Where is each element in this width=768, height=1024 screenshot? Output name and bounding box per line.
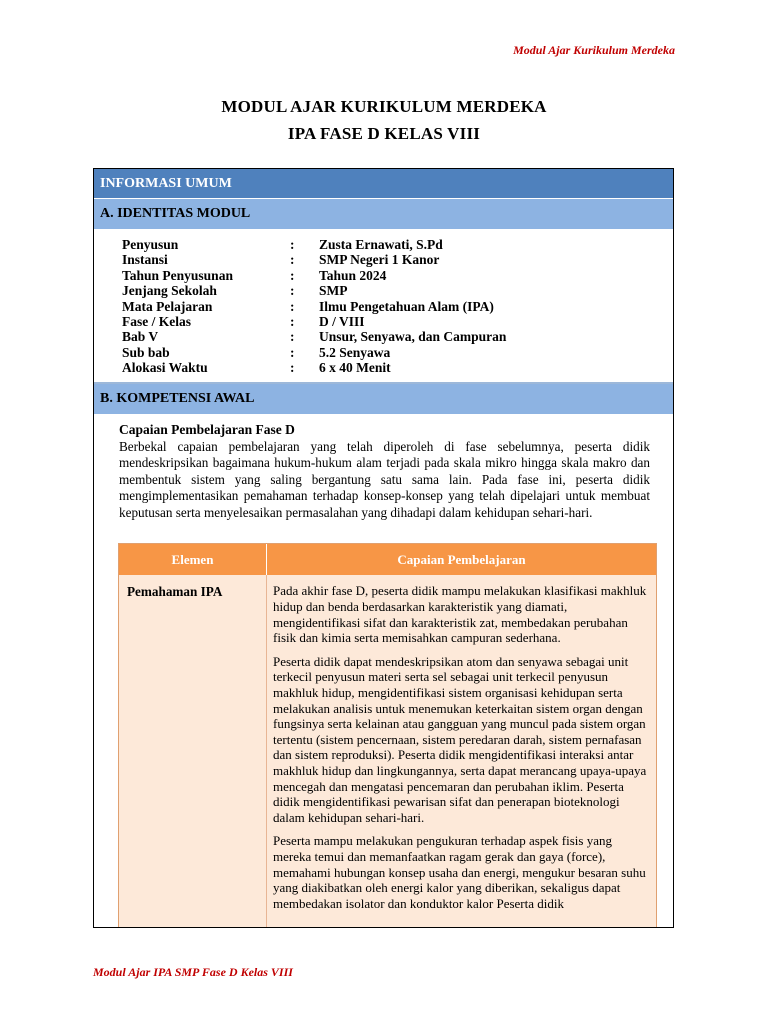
section-b <box>94 383 673 928</box>
table-row <box>119 575 656 928</box>
elemen-cell: Pemahaman IPA <box>119 575 267 928</box>
identity-table <box>94 229 673 383</box>
running-header: Modul Ajar Kurikulum Merdeka <box>513 43 675 57</box>
identity-value: D / VIII <box>319 313 365 329</box>
cp-table-header <box>119 544 656 575</box>
identity-value: 6 x 40 Menit <box>319 360 391 376</box>
identity-row <box>122 345 673 360</box>
identity-value: Unsur, Senyawa, dan Campuran <box>319 329 507 345</box>
title-line-2: IPA FASE D KELAS VIII <box>287 124 481 143</box>
capaian-paragraph: Peserta mampu melakukan pengukuran terhadap aspek fisis yang mereka temui dan memanfaatkan ragam gerak dan gaya (force), memahami hubungan konsep usaha dan energi, mengukur besaran suhu yang diakibatkan oleh energi kalor yang diberikan, sekaligus dapat membedakan isolator dan konduktor kalor Peserta didik <box>273 833 646 911</box>
identity-value: Ilmu Pengetahuan Alam (IPA) <box>319 298 494 314</box>
identity-value: 5.2 Senyawa <box>319 344 391 360</box>
identity-row <box>122 252 673 267</box>
identity-row <box>122 237 673 252</box>
identity-label: Tahun Penyusunan <box>122 267 233 283</box>
identity-label: Sub bab <box>122 344 170 360</box>
cp-block <box>94 414 673 522</box>
identity-separator: : <box>290 298 295 314</box>
identity-separator: : <box>290 360 295 376</box>
document-title <box>0 93 768 147</box>
cp-table <box>118 543 657 928</box>
capaian-paragraph: Peserta didik dapat mendeskripsikan atom dan senyawa sebagai unit terkecil penyusun materi serta sel sebagai unit terkecil penyusun makhluk hidup, mengidentifikasi sistem organisasi kehidupan serta melakukan analisis untuk menemukan keterkaitan sistem organ dengan fungsinya serta kelainan atau gangguan yang muncul pada sistem organ tertentu (sistem pencernaan, sistem peredaran darah, sistem pernafasan dan sistem reproduksi). Peserta didik mengidentifikasi interaksi antar makhluk hidup dan lingkungannya, serta dapat merancang upaya-upaya mencegah dan mengatasi pencemaran dan perubahan iklim. Peserta didik mengidentifikasi pewarisan sifat dan penerapan bioteknologi dalam kehidupan sehari-hari. <box>273 653 647 825</box>
identity-value: Tahun 2024 <box>319 267 387 283</box>
capaian-cell <box>267 575 656 928</box>
cp-paragraph: Berbekal capaian pembelajaran yang telah diperoleh di fase sebelumnya, peserta didik mendeskripsikan bagaimana hukum-hukum alam terjadi pada skala mikro hingga skala makro dan membentuk sistem yang saling bergantung satu sama lain. Pada fase ini, peserta didik mengimplementasikan pemahaman terhadap konsep-konsep yang telah dipelajari untuk membuat keputusan serta menyelesaikan permasalahan yang dihadapi dalam kehidupan sehari-hari. <box>119 438 650 520</box>
section-b-heading: B. KOMPETENSI AWAL <box>94 384 673 414</box>
identity-label: Instansi <box>122 252 168 268</box>
col-header-capaian: Capaian Pembelajaran <box>397 552 526 568</box>
title-line-1: MODUL AJAR KURIKULUM MERDEKA <box>221 97 547 116</box>
identity-row <box>122 360 673 375</box>
identity-value: Zusta Ernawati, S.Pd <box>319 237 443 252</box>
identity-value: SMP <box>319 283 348 299</box>
identity-separator: : <box>290 283 295 299</box>
identity-separator: : <box>290 344 295 360</box>
running-footer: Modul Ajar IPA SMP Fase D Kelas VIII <box>93 965 293 979</box>
module-frame <box>93 168 674 928</box>
identity-label: Jenjang Sekolah <box>122 283 217 299</box>
identity-label: Alokasi Waktu <box>122 360 208 376</box>
identity-separator: : <box>290 329 295 345</box>
section-a-heading: A. IDENTITAS MODUL <box>94 199 673 229</box>
identity-row <box>122 268 673 283</box>
identity-value: SMP Negeri 1 Kanor <box>319 252 440 268</box>
identity-row <box>122 299 673 314</box>
identity-label: Penyusun <box>122 237 179 252</box>
identity-separator: : <box>290 252 295 268</box>
identity-row <box>122 283 673 298</box>
cp-title: Capaian Pembelajaran Fase D <box>119 421 295 437</box>
informasi-umum-bar: INFORMASI UMUM <box>94 169 673 199</box>
identity-row <box>122 314 673 329</box>
identity-label: Mata Pelajaran <box>122 298 213 314</box>
capaian-paragraph: Pada akhir fase D, peserta didik mampu melakukan klasifikasi makhluk hidup dan benda berdasarkan karakteristik yang diamati, mengidentifikasi sifat dan karakteristik zat, membedakan perubahan fisik dan kimia serta memisahkan campuran sederhana. <box>273 583 647 646</box>
identity-label: Fase / Kelas <box>122 313 191 329</box>
identity-row <box>122 329 673 344</box>
identity-separator: : <box>290 267 295 283</box>
identity-separator: : <box>290 313 295 329</box>
col-header-elemen: Elemen <box>119 544 267 575</box>
identity-separator: : <box>290 237 295 252</box>
identity-label: Bab V <box>122 329 159 345</box>
